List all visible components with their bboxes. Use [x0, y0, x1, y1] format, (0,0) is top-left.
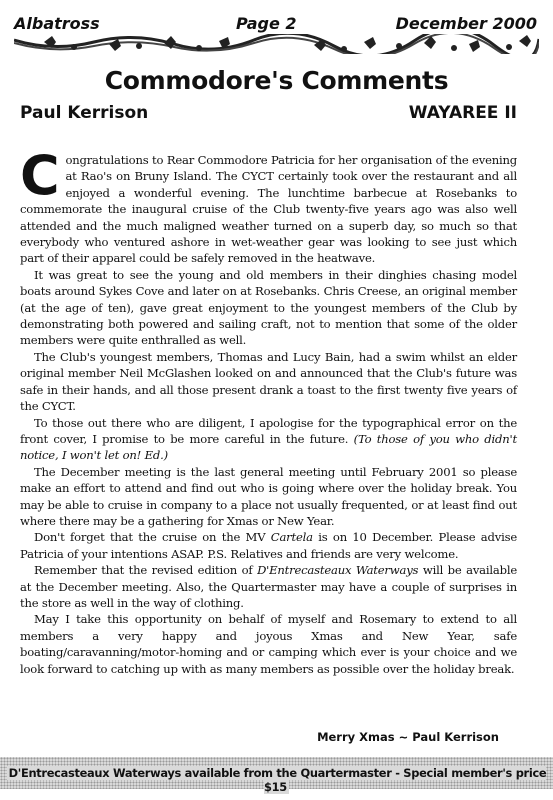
article-paragraph: The December meeting is the last general meeting until February 2001 so please make an effort to attend and find out who is going where over the holiday break. You may be able to cruise in company to a place not usually frequented, or at least find out where there may be a gathering for Xmas or New Year.	[20, 464, 517, 528]
publication-name: Albatross	[14, 14, 100, 33]
book-title: D'Entrecasteaux Waterways	[257, 563, 419, 578]
column-title: Commodore's Comments	[104, 66, 449, 95]
footer-banner	[0, 757, 553, 794]
article-paragraph: May I take this opportunity on behalf of myself and Rosemary to extend to all members a very happy and joyous Xmas and New Year, safe boating/caravanning/motor-homing and or camping which ever is your choice and we look forward to catching up with as many members as possible over the holiday break.	[20, 612, 517, 676]
article-paragraph: Remember that the revised edition of D'Entrecasteaux Waterways will be available at the December meeting. Also, the Quartermaster may have a couple of surprises in the store as well in the way of clothing.	[20, 563, 518, 610]
drop-cap: C	[20, 144, 60, 207]
article-signoff: Merry Xmas ~ Paul Kerrison	[317, 730, 499, 744]
article-paragraph: Congratulations to Rear Commodore Patricia for her organisation of the evening at Rao's on Bruny Island. The CYCT certainly took over the restaurant and all enjoyed a wonderful evening. The lunchtime barbecue at Rosebanks to commemorate the inaugural cruise of the Club twenty-five years ago was also well attended and the much maligned weather turned on a superb day, so much so that everybody who ventured ashore in wet-weather gear was looking to see just which part of their apparel could be safely removed in the heatwave.	[20, 144, 517, 266]
column-author: Paul Kerrison	[20, 103, 149, 123]
article-paragraph: Don't forget that the cruise on the MV Cartela is on 10 December. Please advise Patricia of your intentions ASAP. P.S. Relatives and friends are very welcome.	[20, 530, 517, 561]
article-paragraph: It was great to see the young and old members in their dinghies chasing model boats around Sykes Cove and later on at Rosebanks. Chris Creese, an original member (at the age of ten), gave great enjoyment to the youngest members of the Club by demonstrating both powered and sailing craft, not to mention that some of the older members were quite enthralled as well.	[20, 267, 517, 348]
article-paragraph: The Club's youngest members, Thomas and Lucy Bain, had a swim whilst an elder original member Neil McGlashen looked on and announced that the Club's future was safe in their hands, and all those present drank a toast to the first twenty five years of the CYCT.	[20, 349, 517, 414]
page-number: Page 2	[236, 14, 297, 33]
page-header	[14, 14, 539, 52]
article-paragraph: To those out there who are diligent, I apologise for the typographical error on the front cover, I promise to be more careful in the future. (To those of you who didn't notice, I won't let on! Ed.)	[20, 415, 517, 463]
issue-date: December 2000	[395, 14, 537, 33]
holly-garland-decoration	[14, 34, 539, 54]
author-boat-name: WAYAREE II	[408, 103, 517, 123]
editor-note: (To those of you who didn't notice, I won't let on! Ed.)	[20, 431, 517, 463]
vessel-name: Cartela	[270, 530, 313, 545]
article-body	[20, 144, 518, 677]
footer-text: D'Entrecasteaux Waterways available from the Quartermaster - Special member's price $15	[8, 766, 547, 794]
